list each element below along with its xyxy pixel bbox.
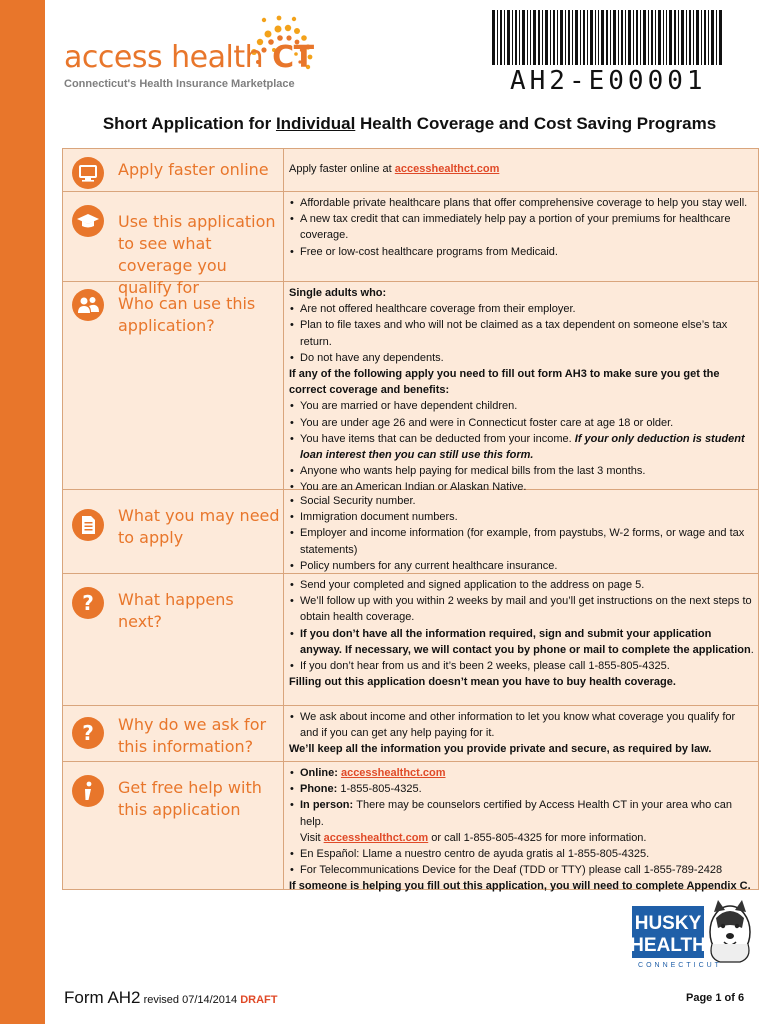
question-icon xyxy=(72,717,104,749)
husky-dog-icon xyxy=(710,900,750,962)
graduation-cap-icon xyxy=(72,205,104,237)
form-id xyxy=(64,988,278,1008)
husky-line2: HEALTH xyxy=(630,935,706,956)
section-heading: Get free help with this application xyxy=(118,778,262,819)
visit-text-after: or call 1-855-805-4325 for more information. xyxy=(428,831,647,844)
computer-icon xyxy=(72,157,104,189)
no-obligation-note: Filling out this application doesn’t mean you have to buy health coverage. xyxy=(289,676,676,689)
phone-value: 1-855-805-4325. xyxy=(340,783,422,796)
who-intro: Single adults who: xyxy=(289,287,387,299)
list-item: • You are married or have dependent children. xyxy=(300,398,754,414)
row-content-cell xyxy=(284,761,758,893)
list-item: • Anyone who wants help paying for medical bills from the last 3 months. xyxy=(300,463,754,479)
row-label-cell xyxy=(63,573,284,705)
list-item xyxy=(300,781,754,797)
info-icon xyxy=(72,775,104,807)
list-item: • Social Security number. xyxy=(300,493,754,509)
in-person-text: There may be counselors certified by Access Health CT in your area who can help. xyxy=(300,799,733,828)
section-content xyxy=(289,493,754,574)
row-content-cell xyxy=(284,191,758,281)
document-icon xyxy=(72,509,104,541)
row-who-can-use xyxy=(63,281,758,494)
page-number: Page 1 of 6 xyxy=(686,992,745,1004)
section-content xyxy=(289,285,754,496)
list-item: • Employer and income information (for example, from paystubs, W-2 forms, or wage and tax statements) xyxy=(300,525,754,557)
missing-info-note-end: . xyxy=(750,643,754,656)
phone-label: Phone: xyxy=(300,783,341,796)
list-item: • Plan to file taxes and who will not be claimed as a tax dependent on someone else’s tax return. xyxy=(300,317,754,349)
list-item: • You are under age 26 and were in Connecticut foster care at age 18 or older. xyxy=(300,415,754,431)
row-label-cell xyxy=(63,761,284,889)
row-what-you-need xyxy=(63,489,758,574)
row-what-happens-next xyxy=(63,573,758,706)
question-icon xyxy=(72,587,104,619)
row-apply-online xyxy=(63,149,758,192)
income-text: You have items that can be deducted from your income. xyxy=(300,432,575,445)
section-content xyxy=(289,161,754,177)
info-table xyxy=(62,148,759,893)
apply-online-text: Apply faster online at xyxy=(289,163,395,175)
list-item: • Policy numbers for any current healthcare insurance. xyxy=(300,558,754,574)
list-item: • You are an American Indian or Alaskan Native. xyxy=(300,479,754,495)
row-label-cell xyxy=(63,281,284,489)
list-item: • Affordable private healthcare plans that offer comprehensive coverage to help you stay well. xyxy=(300,195,754,211)
ah3-notice: If any of the following apply you need to fill out form AH3 to make sure you get the correct coverage and benefits: xyxy=(289,368,720,397)
list-item: • Are not offered healthcare coverage from their employer. xyxy=(300,301,754,317)
svg-text:?: ? xyxy=(82,721,94,745)
row-content-cell xyxy=(284,281,758,494)
row-content-cell xyxy=(284,573,758,705)
section-heading: What you may need to apply xyxy=(118,506,280,547)
logo-wordmark xyxy=(64,40,314,75)
section-content xyxy=(289,577,754,690)
row-content-cell xyxy=(284,489,758,573)
section-heading: Why do we ask for this information? xyxy=(118,715,267,756)
row-why-we-ask xyxy=(63,705,758,762)
title-after: Health Coverage and Cost Saving Programs xyxy=(355,114,717,133)
list-item: • We’ll follow up with you within 2 weeks by mail and you’ll get instructions on the next steps to obtain health coverage. xyxy=(300,593,754,625)
accesshealthct-link[interactable]: accesshealthct.com xyxy=(394,163,500,175)
section-heading: Use this application to see what coverage you qualify for xyxy=(118,212,276,297)
list-item: • Free or low-cost healthcare programs from Medicaid. xyxy=(300,244,754,260)
barcode-number: AH2-E00001 xyxy=(510,66,707,96)
row-content-cell xyxy=(284,149,758,191)
draft-label: DRAFT xyxy=(240,994,278,1006)
form-name: Form AH2 xyxy=(64,988,141,1007)
row-label-cell xyxy=(63,489,284,573)
visit-text: Visit xyxy=(300,831,324,844)
appendix-c-note: If someone is helping you fill out this application, you will need to complete Appendix C. xyxy=(289,880,751,893)
logo-text: access health xyxy=(64,40,264,75)
husky-health-logo xyxy=(630,896,755,970)
section-heading: Apply faster online xyxy=(118,160,269,179)
online-link[interactable]: accesshealthct.com xyxy=(340,767,446,779)
list-item xyxy=(300,797,754,846)
section-heading: What happens next? xyxy=(118,590,234,631)
income-note: If your only deduction is student loan interest then you can still use this form. xyxy=(300,432,745,462)
list-item xyxy=(300,765,754,781)
list-item: • Do not have any dependents. xyxy=(300,350,754,366)
title-underlined: Individual xyxy=(275,114,356,133)
visit-link[interactable]: accesshealthct.com xyxy=(323,831,429,844)
husky-line1: HUSKY xyxy=(634,913,702,934)
logo-subtitle: Connecticut's Health Insurance Marketplace xyxy=(64,78,295,90)
online-label: Online: xyxy=(300,767,341,779)
list-item xyxy=(300,431,754,463)
page-title xyxy=(62,114,757,134)
svg-text:?: ? xyxy=(82,591,94,615)
list-item: • For Telecommunications Device for the Deaf (TDD or TTY) please call 1-855-789-2428 xyxy=(300,862,754,878)
row-label-cell xyxy=(63,191,284,297)
list-item: • We ask about income and other information to let you know what coverage you qualify for and if you can get any help paying for it. xyxy=(300,709,754,741)
husky-line3: CONNECTICUT xyxy=(638,962,722,969)
list-item: • Send your completed and signed application to the address on page 5. xyxy=(300,577,754,593)
husky-logo-graphic xyxy=(630,896,755,970)
revised-date: revised 07/14/2014 xyxy=(140,994,241,1006)
section-content xyxy=(289,709,754,758)
section-content xyxy=(289,195,754,260)
section-content xyxy=(289,765,754,895)
barcode xyxy=(492,10,722,65)
in-person-label: In person: xyxy=(300,799,357,812)
section-heading: Who can use this application? xyxy=(118,294,256,335)
list-item: • Immigration document numbers. xyxy=(300,509,754,525)
logo-ct: CT xyxy=(272,40,314,75)
row-content-cell xyxy=(284,705,758,761)
list-item: • A new tax credit that can immediately help pay a portion of your premiums for healthcare coverage. xyxy=(300,211,754,243)
left-orange-bar xyxy=(0,0,45,1024)
row-free-help xyxy=(63,761,758,893)
access-health-ct-logo xyxy=(64,12,324,92)
missing-info-note: If you don’t have all the information required, sign and submit your application anyway. If necessary, we will contact you by phone or mail to complete the application xyxy=(300,627,751,656)
list-item: • If you don’t hear from us and it’s been 2 weeks, please call 1-855-805-4325. xyxy=(300,658,754,674)
row-label-cell xyxy=(63,705,284,761)
title-before: Short Application for xyxy=(102,114,276,133)
privacy-note: We’ll keep all the information you provide private and secure, as required by law. xyxy=(289,743,712,756)
people-icon xyxy=(72,289,104,321)
row-label-cell xyxy=(63,149,284,191)
list-item xyxy=(300,626,754,658)
list-item: • En Español: Llame a nuestro centro de ayuda gratis al 1-855-805-4325. xyxy=(300,846,754,862)
